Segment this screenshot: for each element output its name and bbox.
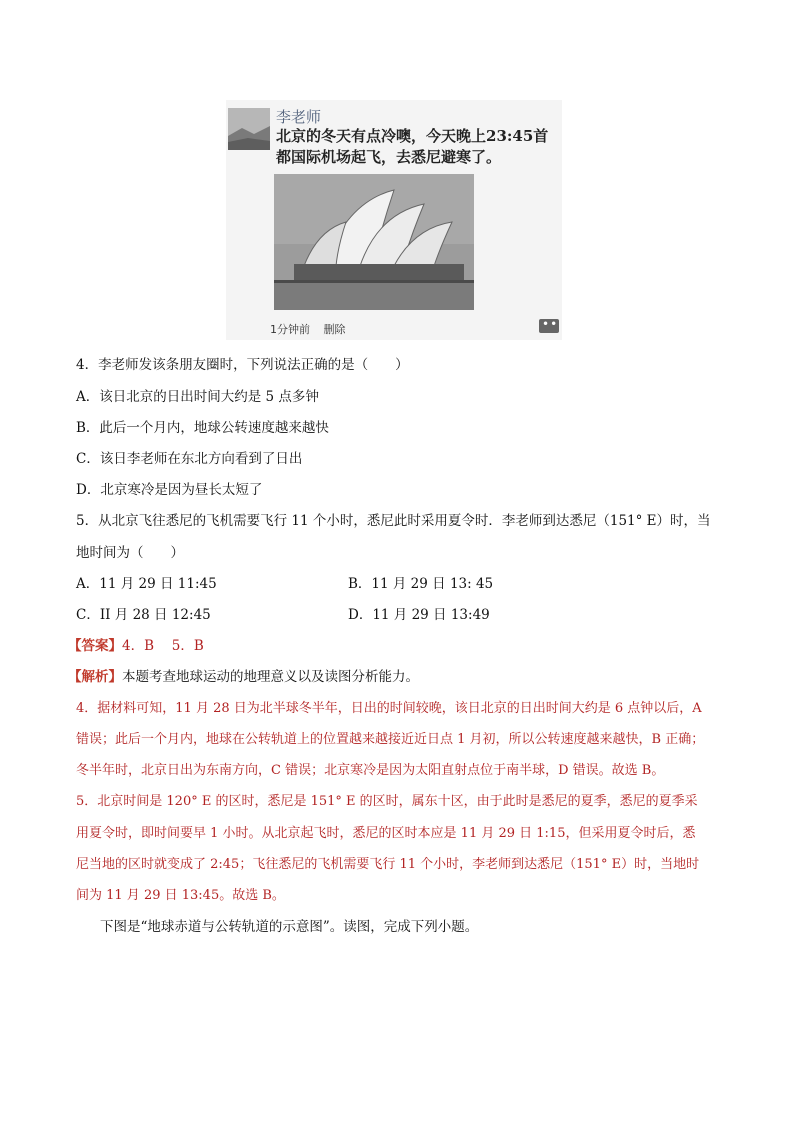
answer-line: [68, 634, 204, 654]
analysis-line-6: 尼当地的区时就变成了 2:45；飞往悉尼的飞机需要飞行 11 个小时，李老师到达悉尼（151° E）时，当地时: [76, 857, 700, 872]
answer-tag: 【答案】: [68, 638, 122, 654]
next-section-intro: 下图是“地球赤道与公转轨道的示意图”。读图，完成下列小题。: [100, 919, 479, 935]
analysis-line-2: 错误；此后一个月内，地球在公转轨道上的位置越来越接近近日点 1 月初，所以公转速度越来越快，B 正确；: [76, 732, 705, 747]
analysis-line-1: 4．据材料可知，11 月 28 日为北半球冬半年，日出的时间较晚，该日北京的日出时间大约是 6 点钟以后，A: [76, 701, 702, 716]
post-message: 北京的冬天有点冷噢，今天晚上23:45首都国际机场起飞，去悉尼避寒了。: [276, 127, 549, 166]
delete-link[interactable]: 删除: [323, 323, 346, 336]
analysis-tag: 【解析】: [68, 669, 122, 685]
q4-option-c: C．该日李老师在东北方向看到了日出: [76, 451, 303, 467]
answer-text: 4．B 5．B: [122, 638, 204, 654]
post-meta: [270, 321, 356, 337]
analysis-line: [68, 665, 419, 685]
analysis-line-7: 间为 11 月 29 日 13:45。故选 B。: [76, 888, 285, 903]
analysis-line-5: 用夏令时，即时间要早 1 小时。从北京起飞时，悉尼的区时本应是 11 月 29 日 1:15，但采用夏令时后，悉: [76, 826, 696, 841]
avatar[interactable]: [228, 108, 270, 150]
analysis-line-3: 冬半年时，北京日出为东南方向，C 错误；北京寒冷是因为太阳直射点位于南半球，D 错误。故选 B。: [76, 763, 665, 778]
q4-option-a: A．该日北京的日出时间大约是 5 点多钟: [76, 389, 319, 405]
post-author[interactable]: 李老师: [276, 108, 322, 126]
q5-option-c: C．II 月 28 日 12:45: [76, 607, 211, 623]
q5-option-d: D．11 月 29 日 13:49: [348, 607, 490, 623]
sydney-opera-house-photo[interactable]: [274, 174, 474, 310]
q5-option-a: A．11 月 29 日 11:45: [76, 576, 217, 592]
q4-option-d: D．北京寒冷是因为昼长太短了: [76, 482, 263, 498]
q5-stem-line1: 5．从北京飞往悉尼的飞机需要飞行 11 个小时，悉尼此时采用夏令时．李老师到达悉尼（151° E）时，当: [76, 513, 711, 529]
opera-house-image-icon: [274, 174, 474, 310]
post-time: 1分钟前: [270, 323, 310, 336]
moments-post: [226, 100, 562, 340]
q5-stem-line2: 地时间为（ ）: [76, 545, 184, 561]
avatar-landscape-icon: [228, 108, 270, 150]
comment-icon[interactable]: [539, 319, 559, 333]
q4-stem: 4．李老师发该条朋友圈时，下列说法正确的是（ ）: [76, 357, 409, 373]
analysis-intro: 本题考查地球运动的地理意义以及读图分析能力。: [122, 669, 419, 685]
q5-option-b: B．11 月 29 日 13: 45: [348, 576, 494, 592]
analysis-line-4: 5．北京时间是 120° E 的区时，悉尼是 151° E 的区时，属东十区，由于此时是悉尼的夏季，悉尼的夏季采: [76, 794, 698, 809]
q4-option-b: B．此后一个月内，地球公转速度越来越快: [76, 420, 329, 436]
